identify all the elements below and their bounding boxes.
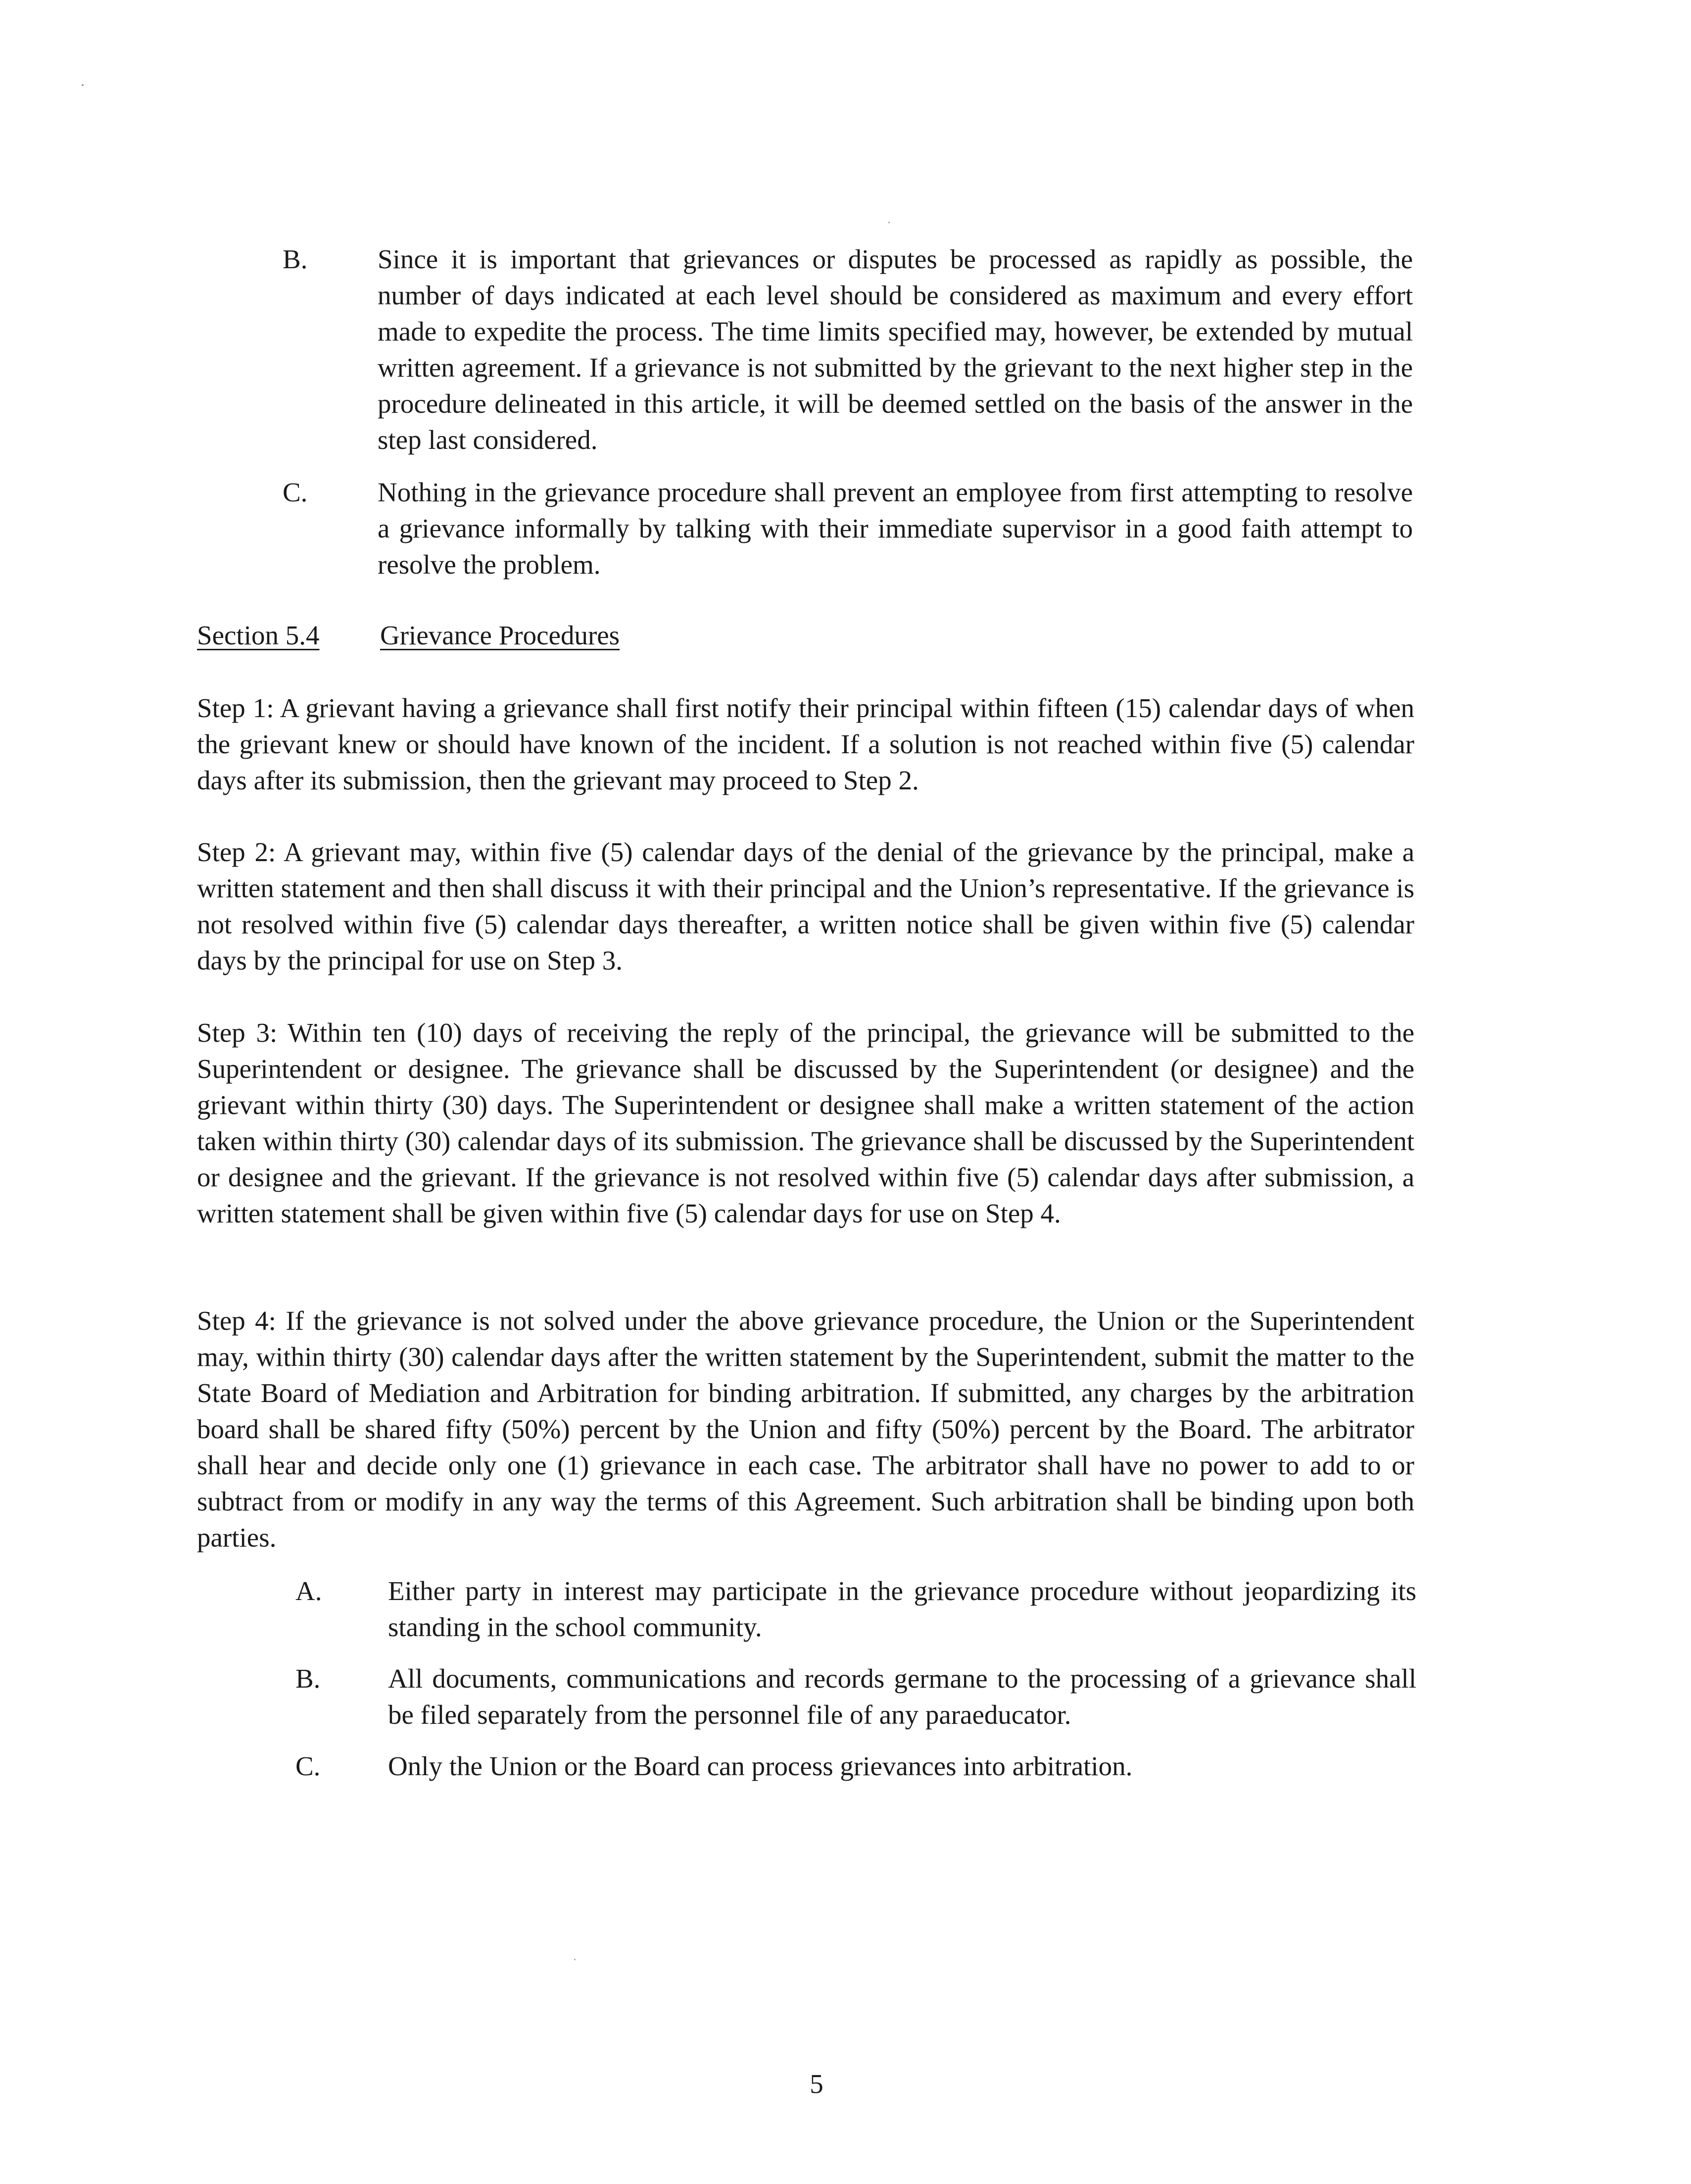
section-number: Section 5.4 [197,620,320,650]
scan-speck [574,1959,576,1960]
bottom-item-b-label: B. [295,1663,321,1694]
step-4-paragraph: Step 4: If the grievance is not solved under the above grievance procedure, the Union or the Superintendent may, within thirty (30) calendar days after the written statement by the Superintendent, submit the matter to the State Board of Mediation and Arbitration for binding arbitration. If submitted, any charges by the arbitration board shall be shared fifty (50%) percent by the Union and fifty (50%) percent by the Board. The arbitrator shall hear and decide only one (1) grievance in each case. The arbitrator shall have no power to add to or subtract from or modify in any way the terms of this Agreement. Such arbitration shall be binding upon both parties. [197,1306,1414,1553]
scan-speck [888,222,890,223]
top-item-c-text: Nothing in the grievance procedure shall prevent an employee from first attempting to resolve a grievance informally by talking with their immediate supervisor in a good faith attempt to resolve the problem. [378,477,1413,580]
section-title: Grievance Procedures [380,620,620,650]
top-item-b-label: B. [283,244,308,274]
top-item-b-text: Since it is important that grievances or disputes be processed as rapidly as possible, the number of days indicated at each level should be considered as maximum and every effort made to expedite the process. The time limits specified may, however, be extended by mutual written agreement. If a grievance is not submitted by the grievant to the next higher step in the procedure delineated in this article, it will be deemed settled on the basis of the answer in the step last considered. [378,244,1413,455]
scan-speck [82,84,84,86]
page-number: 5 [810,2069,823,2099]
step-2-paragraph: Step 2: A grievant may, within five (5) calendar days of the denial of the grievance by the principal, make a written statement and then shall discuss it with their principal and the Union’s representative. If the grievance is not resolved within five (5) calendar days thereafter, a written notice shall be given within five (5) calendar days by the principal for use on Step 3. [197,837,1414,975]
step-1-paragraph: Step 1: A grievant having a grievance shall first notify their principal within fifteen (15) calendar days of when the grievant knew or should have known of the incident. If a solution is not reached within five (5) calendar days after its submission, then the grievant may proceed to Step 2. [197,693,1414,795]
bottom-item-c-text: Only the Union or the Board can process grievances into arbitration. [388,1751,1133,1781]
bottom-item-b-text: All documents, communications and records germane to the processing of a grievance shall be filed separately from the personnel file of any paraeducator. [388,1663,1416,1730]
bottom-item-c-label: C. [295,1751,321,1781]
bottom-item-a-label: A. [295,1576,322,1606]
top-item-c-label: C. [283,477,308,507]
step-3-paragraph: Step 3: Within ten (10) days of receiving the reply of the principal, the grievance will be submitted to the Superintendent or designee. The grievance shall be discussed by the Superintendent (or designee) and the grievant within thirty (30) days. The Superintendent or designee shall make a written statement of the action taken within thirty (30) calendar days of its submission. The grievance shall be discussed by the Superintendent or designee and the grievant. If the grievance is not resolved within five (5) calendar days after submission, a written statement shall be given within five (5) calendar days for use on Step 4. [197,1018,1414,1228]
bottom-item-a-text: Either party in interest may participate in the grievance procedure without jeopardizing its standing in the school community. [388,1576,1416,1642]
